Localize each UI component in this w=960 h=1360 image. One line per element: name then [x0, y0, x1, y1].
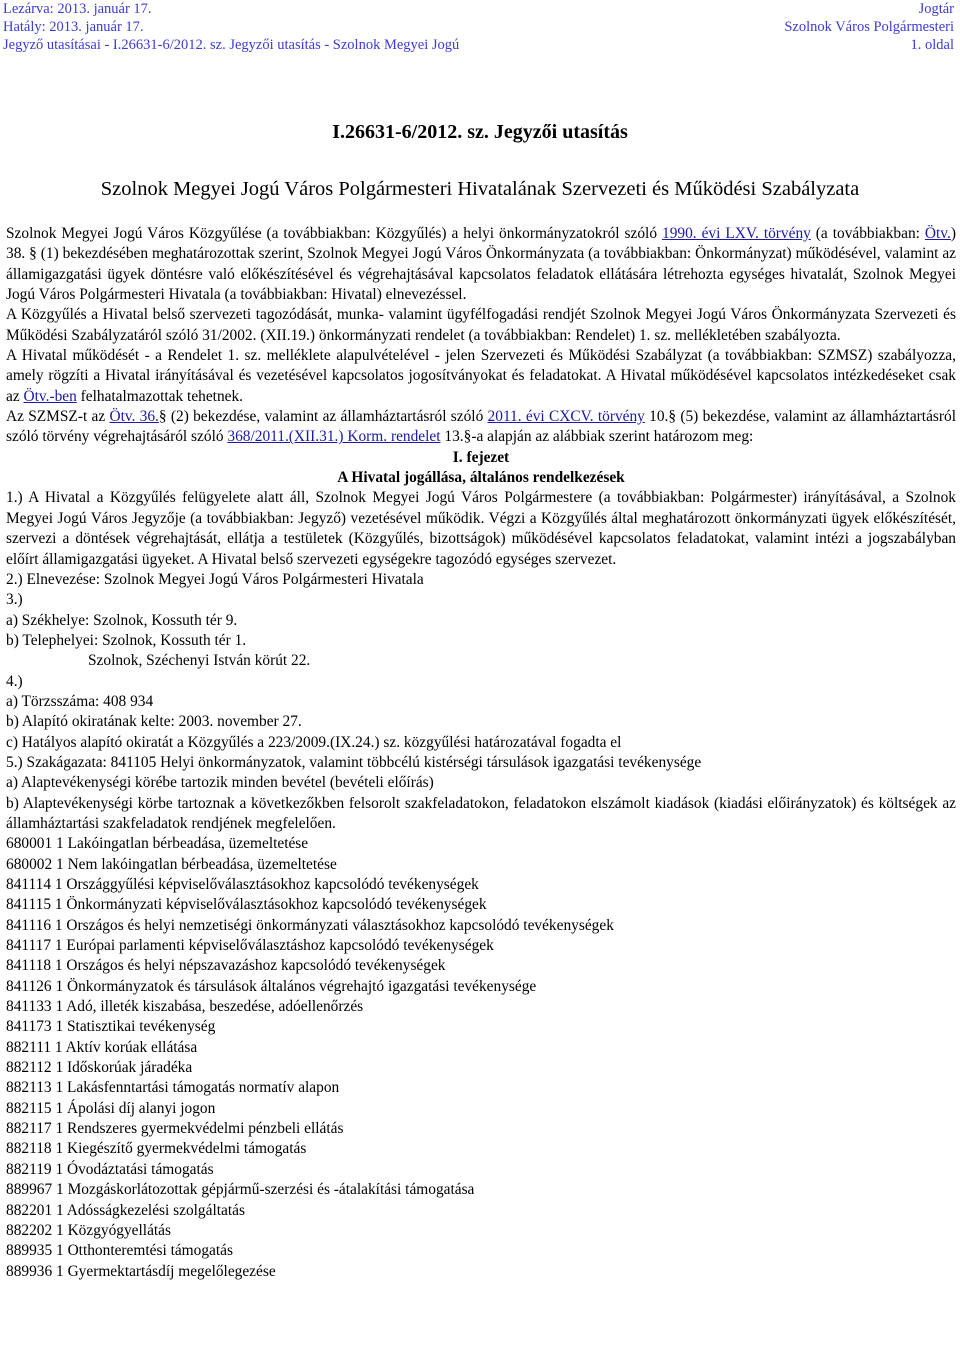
list-item: 841116 1 Országos és helyi nemzetiségi önkormányzati választásokhoz kapcsolódó tevékenységek: [6, 916, 614, 934]
list-item: 889936 1 Gyermektartásdíj megelőlegezése: [6, 1262, 276, 1280]
chapter-number: I. fejezet: [452, 448, 510, 466]
section-5a: a) Alaptevékenységi körébe tartozik minden bevétel (bevételi előírás): [6, 774, 434, 792]
list-item: 841115 1 Önkormányzati képviselőválasztásokhoz kapcsolódó tevékenységek: [6, 896, 487, 914]
list-item: 882115 1 Ápolási díj alanyi jogon: [6, 1099, 216, 1117]
text: felhatalmazottak tehetnek.: [76, 387, 244, 405]
link-korm-rendelet[interactable]: 368/2011.(XII.31.) Korm. rendelet: [227, 428, 441, 446]
document-subtitle: Szolnok Megyei Jogú Város Polgármesteri Hivatalának Szervezeti és Működési Szabályzata: [100, 178, 860, 200]
section-4a: a) Törzsszáma: 408 934: [6, 692, 154, 710]
list-item: 841133 1 Adó, illeték kiszabása, beszedése, adóellenőrzés: [6, 998, 364, 1016]
list-item: 841114 1 Országgyűlési képviselőválasztásokhoz kapcsolódó tevékenységek: [6, 876, 479, 893]
header-breadcrumb: Jegyző utasításai - I.26631-6/2012. sz. Jegyzői utasítás - Szolnok Megyei Jogú: [3, 37, 460, 53]
section-3b: b) Telephelyei: Szolnok, Kossuth tér 1.: [6, 631, 247, 649]
list-item: 882119 1 Óvodáztatási támogatás: [6, 1160, 214, 1178]
abbrev-link-ötv[interactable]: Ötv.: [924, 225, 951, 242]
list-item: 841117 1 Európai parlamenti képviselőválasztáshoz kapcsolódó tevékenységek: [6, 937, 494, 955]
document-body: [6, 224, 956, 1282]
list-item: 841126 1 Önkormányzatok és társulások általános végrehajtó igazgatási tevékenysége: [6, 977, 537, 995]
list-item: 882118 1 Kiegészítő gyermekvédelmi támogatás: [6, 1140, 307, 1158]
text: 10.§ (5) bekezdése, valamint az államháztartásról szóló törvény végrehajtásáról szóló: [6, 408, 956, 446]
section-5: 5.) Szakágazata: 841105 Helyi önkormányzatok, valamint többcélú kistérségi társulások igazgatási tevékenysége: [6, 753, 702, 771]
link-ötv-36[interactable]: Ötv. 36.: [109, 408, 159, 426]
header-effective-date: Hatály: 2013. január 17.: [3, 19, 144, 35]
section-2: 2.) Elnevezése: Szolnok Megyei Jogú Város Polgármesteri Hivatala: [6, 570, 424, 588]
text: Szolnok Megyei Jogú Város Közgyűlése (a továbbiakban: Közgyűlés) a helyi önkormányzatokról szóló: [6, 225, 662, 242]
link-2011-cxcv[interactable]: 2011. évi CXCV. törvény: [487, 408, 645, 426]
activity-code-list: [6, 834, 956, 1282]
header-source: Jogtár: [918, 1, 954, 17]
list-item: 882113 1 Lakásfenntartási támogatás normatív alapon: [6, 1079, 340, 1097]
chapter-sections: [6, 488, 956, 834]
list-item: 882117 1 Rendszeres gyermekvédelmi pénzbeli ellátás: [6, 1120, 344, 1138]
list-item: 882201 1 Adósságkezelési szolgáltatás: [6, 1201, 245, 1219]
list-item: 889967 1 Mozgáskorlátozottak gépjármű-szerzési és -átalakítási támogatása: [6, 1181, 475, 1199]
list-item: 889935 1 Otthonteremtési támogatás: [6, 1242, 233, 1260]
list-item: 841173 1 Statisztikai tevékenység: [6, 1018, 216, 1036]
text: § (2) bekezdése, valamint az államháztartásról szóló: [158, 408, 488, 426]
intro-paragraph-4: [6, 407, 956, 448]
text: 13.§-a alapján az alábbiak szerint határozom meg:: [440, 428, 754, 446]
section-3b-second-site: Szolnok, Széchenyi István körút 22.: [88, 652, 311, 670]
text: A Hivatal működését - a Rendelet 1. sz. melléklete alapulvételével - jelen Szervezeti és Működési Szabályzat (a továbbiakban: SZMSZ) szabályozza, amely rögzíti a Hivatal irányításával és vezetésével kapcsolatos jogosítványokat és feladatokat. A Hivatal működésével kapcsolatos intézkedéseket csak az: [6, 347, 956, 405]
section-4c: c) Hatályos alapító okiratát a Közgyűlés a 223/2009.(IX.24.) sz. közgyűlési határozatával fogadta el: [6, 733, 622, 751]
chapter-title: A Hivatal jogállása, általános rendelkezések: [337, 469, 625, 487]
section-1: 1.) A Hivatal a Közgyűlés felügyelete alatt áll, Szolnok Megyei Jogú Város Polgármestere (a továbbiakban: Polgármester) irányításával, a Szolnok Megyei Jogú Város Jegyzője (a továbbiakban: Jegyző) vezetésével működik. Végzi a Közgyűlés által meghatározott önkormányzati ügyek előkészítését, szervezi a döntések végrehajtását, ellátja a testületek (Közgyűlés, bizottságok) működésével kapcsolatos feladatokat, valamint intézi a jogszabályban előírt államigazgatási ügyeket. A Hivatal belső szervezeti egységekre tagozódó egységes szervezet.: [6, 489, 956, 568]
section-4: 4.): [6, 672, 23, 690]
intro-paragraph-2: A Közgyűlés a Hivatal belső szervezeti tagozódását, munka- valamint ügyfélfogadási rendjét Szolnok Megyei Jogú Város Önkormányzata Szervezeti és Működési Szabályzatáról szóló 31/2002. (XII.19.) önkormányzati rendelet (a továbbiakban: Rendelet) 1. sz. mellékletében szabályozta.: [6, 306, 956, 344]
header-office: Szolnok Város Polgármesteri: [784, 19, 954, 35]
header-page-number: 1. oldal: [910, 37, 954, 53]
document-title: I.26631-6/2012. sz. Jegyzői utasítás: [332, 121, 628, 143]
page-header-left: [3, 0, 459, 54]
page-header-right: [784, 0, 954, 54]
section-4b: b) Alapító okiratának kelte: 2003. november 27.: [6, 713, 302, 731]
text: ) 38. § (1) bekezdésében meghatározottak szerint, Szolnok Megyei Jogú Város Önkormányzata (a továbbiakban: Önkormányzat) működésével, valamint az államigazgatási ügyek döntésre való előkészítésével és végrehajtásával kapcsolatos feladatok ellátására létrehozta egységes hivatalát, Szolnok Megyei Jogú Város Polgármesteri Hivatala (a továbbiakban: Hivatal) elnevezéssel.: [6, 225, 956, 304]
list-item: 882202 1 Közgyógyellátás: [6, 1221, 171, 1239]
list-item: 841118 1 Országos és helyi népszavazáshoz kapcsolódó tevékenységek: [6, 957, 446, 975]
header-closed-date: Lezárva: 2013. január 17.: [3, 1, 152, 17]
intro-paragraph-3: [6, 346, 956, 407]
list-item: 680001 1 Lakóingatlan bérbeadása, üzemeltetése: [6, 835, 309, 853]
text: (a továbbiakban:: [810, 225, 925, 242]
text: Az SZMSZ-t az: [6, 408, 110, 426]
list-item: 882111 1 Aktív korúak ellátása: [6, 1038, 198, 1056]
intro-section: [6, 224, 956, 448]
section-3: 3.): [6, 591, 23, 609]
link-ötv-ben[interactable]: Ötv.-ben: [23, 387, 77, 405]
list-item: 680002 1 Nem lakóingatlan bérbeadása, üzemeltetése: [6, 855, 337, 873]
list-item: 882112 1 Időskorúak járadéka: [6, 1059, 193, 1077]
law-link-ötv[interactable]: 1990. évi LXV. törvény: [662, 225, 811, 242]
intro-paragraph-1: [6, 224, 956, 305]
section-3a: a) Székhelye: Szolnok, Kossuth tér 9.: [6, 611, 238, 629]
section-5b: b) Alaptevékenységi körbe tartoznak a következőkben felsorolt szakfeladatokon, feladatokon elszámolt kiadások (kiadási előirányzatok) és költségek az államháztartási szakfeladatok rendjének megfelelően.: [6, 794, 956, 832]
